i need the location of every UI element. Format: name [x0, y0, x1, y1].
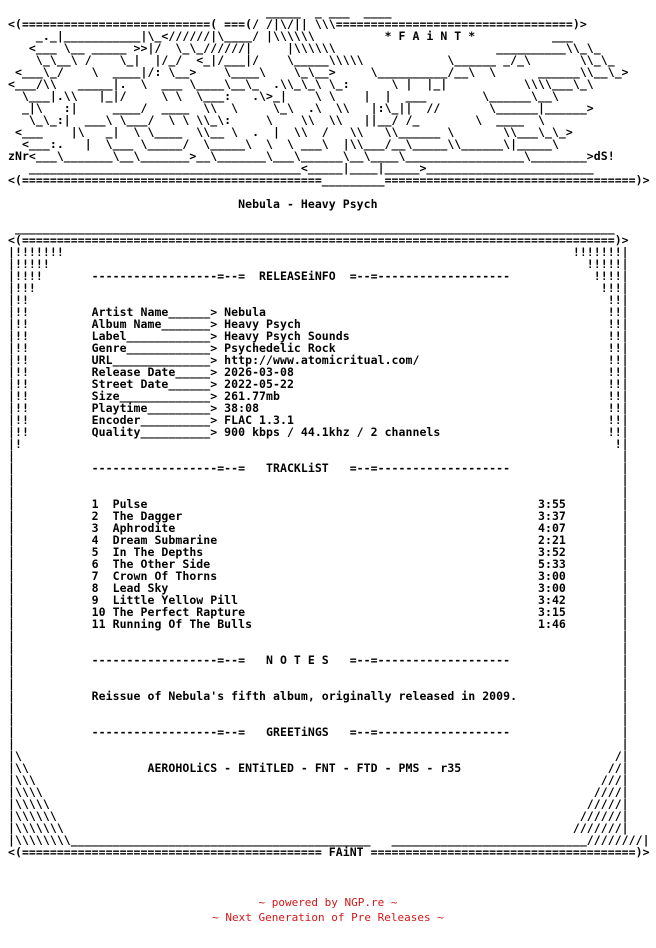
powered-by-footer: ~ powered by NGP.re ~: [258, 896, 398, 909]
nfo-text: _____ _ ___ ____ <(===========================( ===(/ /|\/|| \\\==================================)> _._|___________|\_<//////|\____/ |\\\\\\ * F A i N T * ___ <___ \__ _____ >>|/ \_\_//////| |\\\\\\ __________\\_\_ \_\__\ / \_| |/_/ <_|/___|/ \_____\\\\\ \______ _/_\ \\_\_ <___\_/ \ ____|/: \__> \____\ \_\__> \__________/__\ \ ______\\__\_> <___/\\ _____|. \ ___ \____\__\_ .\\_\_\ \_: \ | |_| \\\\___\_\ \___|.\\ |_|/ \ \ \___: .\>_| \ \ | | ___ \______\__\ _|\ :| ____/ ____ \\ \ \_\ .\ \\ |:\_|| // \______|______> \_\_:| ___\ \___/ \ \ \\_\: \ \\ \\ ||__/ /_ \ ____ \ <___ |\ _| \ \____ \\__ \ . | \\ / \\ \\______ \ \\___\_\_> <___:. | \___ \_____/ \_____\ \ \ ___\ |\\___/__\_____\\______\|_____\ zNr<___\_______\__\_______>__\_______\___\______\__\____\_________________\________>dS! _______________________________________<_____|____|_____>________________________ <(===========================================_________====================================)> Nebula - Heavy Psych ______________________________________________________________________________________ <(=====================================================================================)> |!!!!!!! !!!!!!!| |!!!!! !!!!!| |!!!! ------------------=--= RELEASEiNFO =--=------------------- !!!!| |!!! !!!| |!! !!| |!! Artist Name______> Nebula !!| |!! Album Name_______> Heavy Psych !!| |!! Label____________> Heavy Psych Sounds !!| |!! Genre____________> Psychedelic Rock !!| |!! URL______________> http://www.atomicritual.com/ !!| |!! Release Date_____> 2026-03-08 !!| |!! Street Date______> 2022-05-22 !!| |!! Size_____________> 261.77mb !!| |!! Playtime_________> 38:08 !!| |!! Encoder__________> FLAC 1.3.1 !!| |!! Quality__________> 900 kbps / 44.1khz / 2 channels !!| |! !| | | | ------------------=--= TRACKLiST =--=------------------- | | | | | | 1 Pulse 3:55 | | 2 The Dagger 3:37 | | 3 Aphrodite 4:07 | | 4 Dream Submarine 2:21 | | 5 In The Depths 3:52 | | 6 The Other Side 5:33 | | 7 Crown Of Thorns 3:00 | | 8 Lead Sky 3:00 | | 9 Little Yellow Pill 3:42 | | 10 The Perfect Rapture 3:15 | | 11 Running Of The Bulls 1:46 | | | | | | ------------------=--= N O T E S =--=------------------- | | | | | | Reissue of Nebula's fifth album, originally released in 2009. | | | | | | ------------------=--= GREETiNGS =--=------------------- | | | |\ /| |\\ AEROHOLiCS - ENTiTLED - FNT - FTD - PMS - r35 //| |\\\ ///| |\\\\ ////| |\\\\\ /////| |\\\\\\ //////| |\\\\\\\ ///////| |\\\\\\\\___________________________________________ ____________________________////////| <(=========================================== FAiNT ======================================)>: [8, 5, 650, 859]
tagline-footer: ~ Next Generation of Pre Releases ~: [212, 911, 444, 924]
